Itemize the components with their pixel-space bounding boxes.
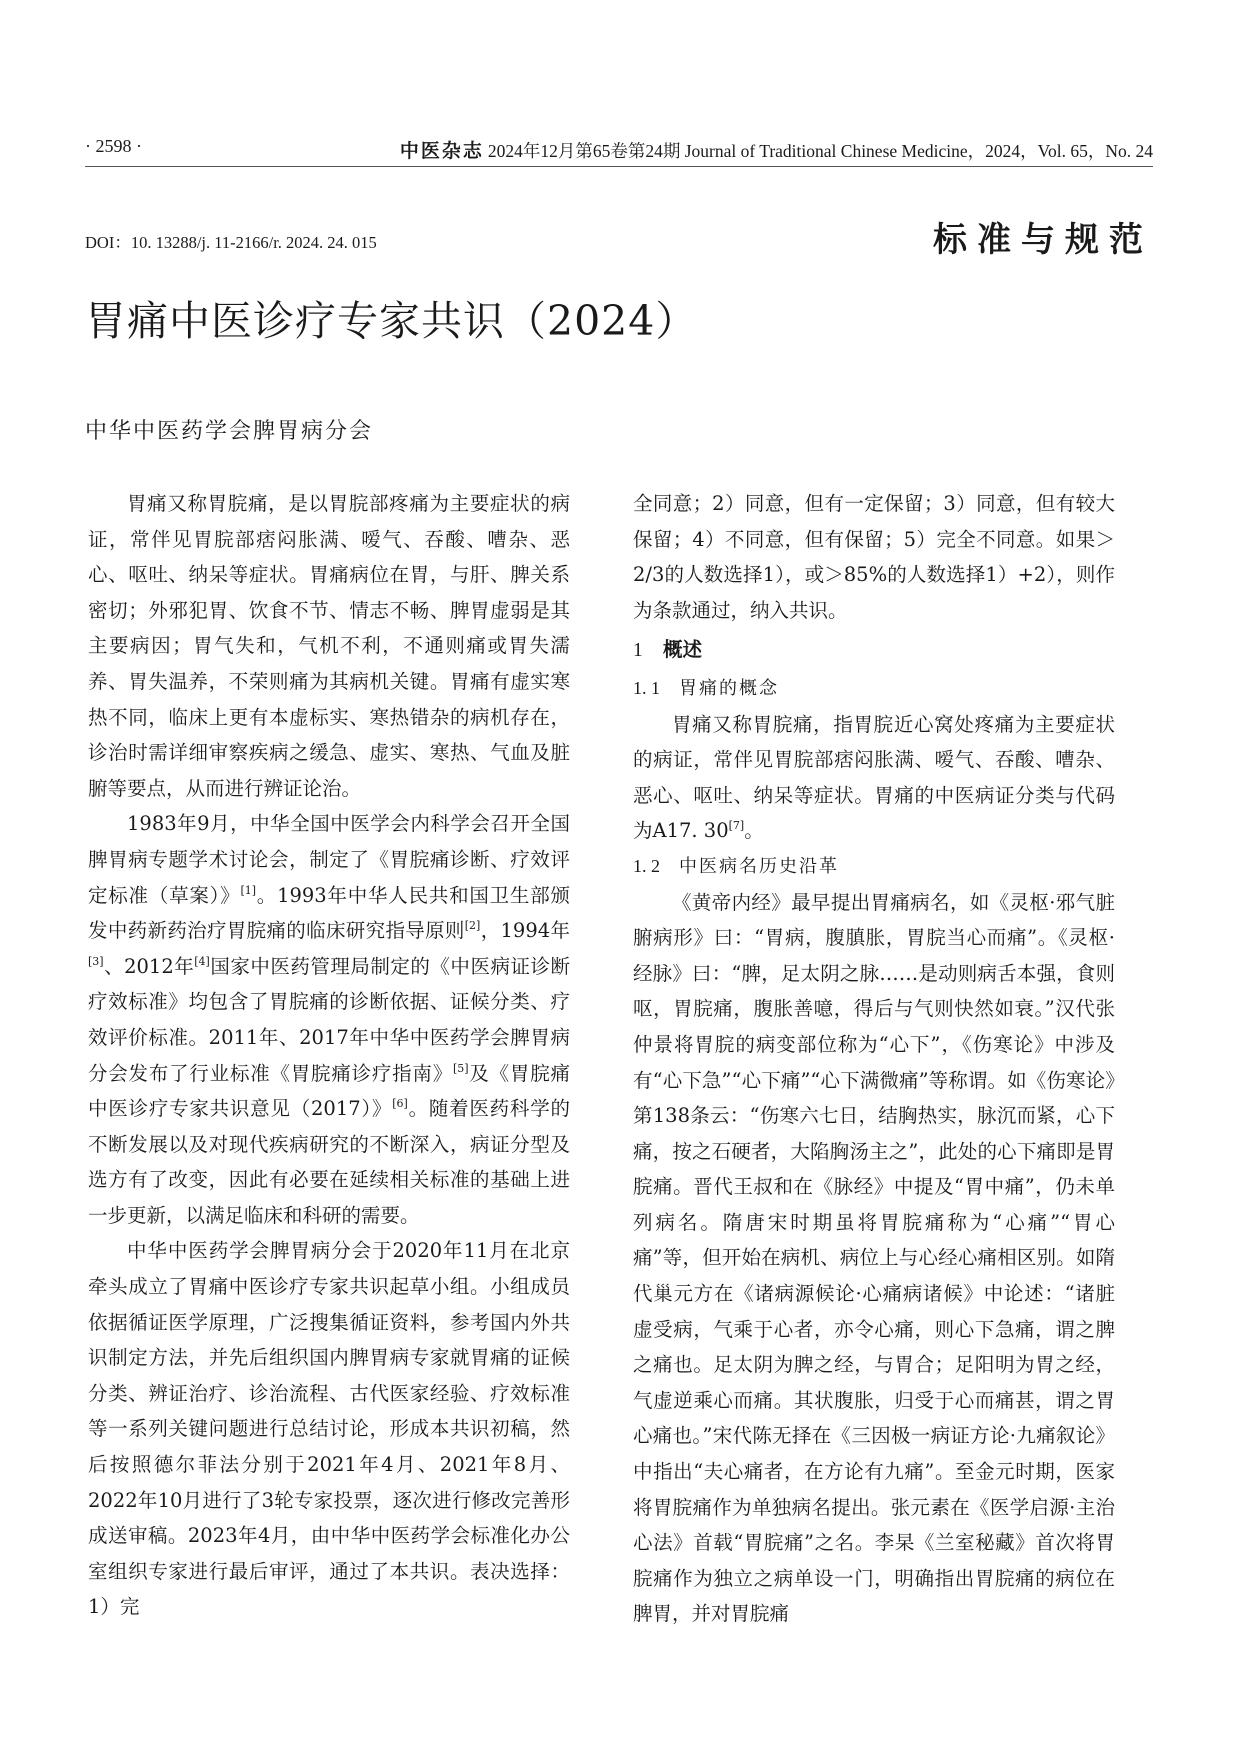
page-number: · 2598 · xyxy=(85,136,142,156)
text-run: ，1994年 xyxy=(480,919,570,943)
paragraph-method: 中华中医药学会脾胃病分会于2020年11月在北京牵头成立了胃痛中医诊疗专家共识起草小组。小组成员依据循证医学原理，广泛搜集循证资料，参考国内外共识制定方法，并先后组织国内脾胃病专家就胃痛的证候分类、辨证治疗、诊治流程、古代医家经验、疗效标准等一系列关键问题进行总结讨论，形成本共识初稿，然后按照德尔菲法分别于2021年4月、2021年8月、2022年10月进行了3轮专家投票，逐次进行修改完善形成送审稿。2023年4月，由中华中医药学会标准化办公室组织专家进行最后审评，通过了本共识。表决选择：1）完 xyxy=(88,1239,570,1619)
subsection-heading-1-1 xyxy=(633,671,1115,707)
doi: DOI：10. 13288/j. 11-2166/r. 2024. 24. 015 xyxy=(85,233,377,252)
right-column xyxy=(633,486,1115,1632)
journal-issue-line xyxy=(400,136,1153,163)
section-tag: 标准与规范 xyxy=(933,220,1153,260)
issue-info: 2024年12月第65卷第24期 Journal of Traditional Chinese Medicine，2024，Vol. 65，No. 24 xyxy=(487,141,1153,161)
running-header xyxy=(85,132,1153,167)
paragraph-voting-continued: 全同意；2）同意，但有一定保留；3）同意，但有较大保留；4）不同意，但有保留；5）完全不同意。如果＞2/3的人数选择1），或＞85%的人数选择1）+2），则作为条款通过，纳入共识。 xyxy=(633,492,1115,622)
paragraph-concept xyxy=(633,707,1115,849)
section-number: 1 xyxy=(633,640,643,662)
citation: [6] xyxy=(392,1097,408,1111)
text-run: 1983年9月，中华全国中医学会内科学会召开全国脾胃病专题学术讨论会，制定了《胃脘痛诊断、疗效评定标准（草案）》 xyxy=(88,812,570,907)
text-run: 。随着医药科学的不断发展以及对现代疾病研究的不断深入，病证分型及选方有了改变，因此有必要在延续相关标准的基础上进一步更新，以满足临床和科研的需要。 xyxy=(88,1097,570,1227)
citation: [5] xyxy=(453,1061,469,1075)
left-column xyxy=(88,486,570,1625)
article-title: 胃痛中医诊疗专家共识（2024） xyxy=(85,297,698,345)
text-run: 、2012年 xyxy=(103,954,195,978)
section-title: 概述 xyxy=(663,638,703,662)
subsection-title: 中医病名历史沿革 xyxy=(679,855,839,877)
text-run: 国家中医药管理局制定的《中医病证诊断疗效标准》均包含了胃脘痛的诊断依据、证候分类、疗效评价标准。2011年、2017年中华中医药学会脾胃病分会发布了行业标准《胃脘痛诊疗指南》 xyxy=(88,954,570,1085)
paragraph-name-history: 《黄帝内经》最早提出胃痛病名，如《灵枢·邪气脏腑病形》曰：“胃病，腹䐜胀，胃脘当心而痛”。《灵枢·经脉》曰：“脾，足太阴之脉……是动则病舌本强，食则呕，胃脘痛，腹胀善噫，得后与气则快然如衰。”汉代张仲景将胃脘的病变部位称为“心下”，《伤寒论》中涉及有“心下急”“心下痛”“心下满微痛”等称谓。如《伤寒论》第138条云：“伤寒六七日，结胸热实，脉沉而紧，心下痛，按之石硬者，大陷胸汤主之”，此处的心下痛即是胃脘痛。晋代王叔和在《脉经》中提及“胃中痛”，仍未单列病名。隋唐宋时期虽将胃脘痛称为“心痛”“胃心痛”等，但开始在病机、病位上与心经心痛相区别。如隋代巢元方在《诸病源候论·心痛病诸候》中论述：“诸脏虚受病，气乘于心者，亦令心痛，则心下急痛，谓之脾之痛也。足太阴为脾之经，与胃合；足阳明为胃之经，气虚逆乘心而痛。其状腹胀，归受于心而痛甚，谓之胃心痛也。”宋代陈无择在《三因极一病证方论·九痛叙论》中指出“夫心痛者，在方论有九痛”。至金元时期，医家将胃脘痛作为单独病名提出。张元素在《医学启源·主治心法》首载“胃脘痛”之名。李杲《兰室秘藏》首次将胃脘痛作为独立之病单设一门，明确指出胃脘痛的病位在脾胃，并对胃脘痛 xyxy=(633,890,1115,1626)
text-run: 。 xyxy=(744,819,764,843)
citation: [1] xyxy=(240,883,257,897)
citation: [2] xyxy=(464,919,481,933)
paragraph-intro: 胃痛又称胃脘痛，是以胃脘部疼痛为主要症状的病证，常伴见胃脘部痞闷胀满、嗳气、吞酸、嘈杂、恶心、呕吐、纳呆等症状。胃痛病位在胃，与肝、脾关系密切；外邪犯胃、饮食不节、情志不畅、脾胃虚弱是其主要病因；胃气失和，气机不利，不通则痛或胃失濡养、胃失温养，不荣则痛为其病机关键。胃痛有虚实寒热不同，临床上更有本虚标实、寒热错杂的病机存在，诊治时需详细审察疾病之缓急、虚实、寒热、气血及脏腑等要点，从而进行辨证论治。 xyxy=(88,492,570,800)
text-run: 胃痛又称胃脘痛，指胃脘近心窝处疼痛为主要症状的病证，常伴见胃脘部痞闷胀满、嗳气、吞酸、嘈杂、恶心、呕吐、纳呆等症状。胃痛的中医病证分类与代码为A17. 30 xyxy=(633,712,1115,843)
text-run: 。1993年中华人民共和国卫生部颁发中药新药治疗胃脘痛的临床研究指导原则 xyxy=(88,883,570,943)
journal-name: 中医杂志 xyxy=(399,141,484,162)
subsection-heading-1-2 xyxy=(633,849,1115,885)
section-heading-1 xyxy=(633,632,1115,669)
paragraph-history-standards xyxy=(88,806,570,1233)
authors: 中华中医药学会脾胃病分会 xyxy=(85,419,374,444)
subsection-title: 胃痛的概念 xyxy=(679,677,779,699)
subsection-number: 1. 1 xyxy=(633,677,660,698)
text-run: 及《胃脘痛中医诊疗专家共识意见（2017）》 xyxy=(88,1061,570,1121)
citation: [3] xyxy=(88,954,104,968)
citation: [7] xyxy=(728,819,745,833)
subsection-number: 1. 2 xyxy=(633,855,660,876)
citation: [4] xyxy=(194,954,210,968)
